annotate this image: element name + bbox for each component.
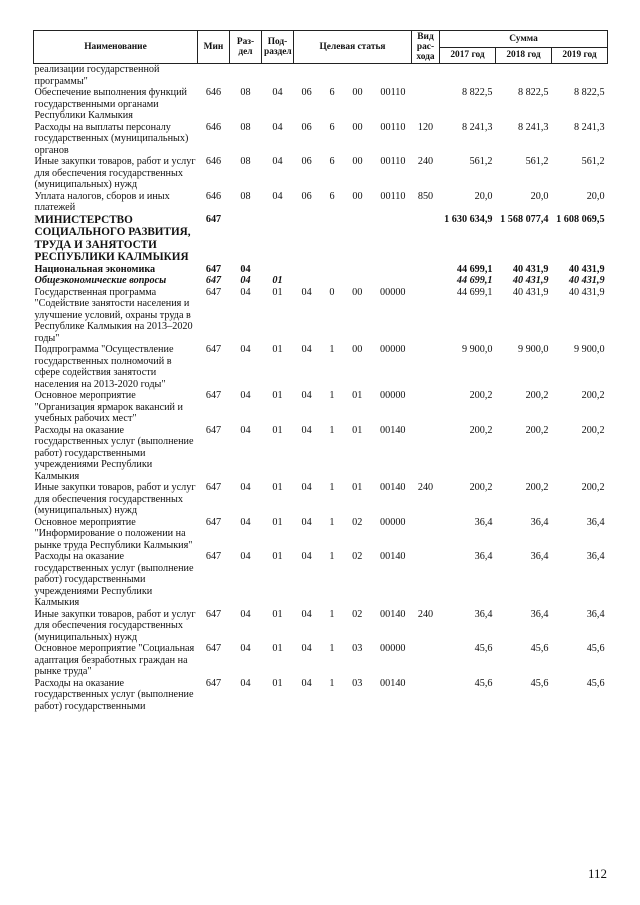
celevaya-statya-part: 01	[352, 390, 363, 401]
celevaya-statya-parts	[294, 191, 412, 203]
celevaya-statya-part: 00140	[380, 482, 406, 493]
celevaya-statya-part: 01	[352, 482, 363, 493]
table-header	[34, 31, 608, 64]
row-razdel	[230, 214, 262, 264]
row-name: Основное мероприятие "Организация ярмарок вакансий и учебных рабочих мест"	[34, 390, 183, 424]
header-celevaya-statya: Целевая статья	[294, 31, 412, 64]
row-vid-rashoda	[412, 425, 440, 483]
row-min: 647	[205, 482, 222, 493]
celevaya-statya-part: 04	[301, 390, 312, 401]
row-name: Основное мероприятие "Информирование о положении на рынке труда Республики Калмыкия"	[34, 516, 193, 551]
row-podrazdel: 01	[272, 390, 283, 401]
row-vid-rashoda	[412, 344, 440, 390]
row-name: Общеэкономические вопросы	[34, 275, 167, 286]
row-sum-2019: 561,2	[581, 156, 605, 167]
row-min: 647	[205, 275, 222, 286]
row-celevaya-statya	[294, 122, 412, 157]
celevaya-statya-part: 06	[301, 156, 312, 167]
row-min: 647	[205, 213, 222, 225]
header-name: Наименование	[34, 31, 198, 64]
row-vid-rashoda: 850	[417, 190, 434, 202]
row-razdel: 04	[240, 390, 251, 401]
row-min: 647	[205, 390, 222, 401]
row-min: 647	[205, 677, 222, 689]
row-min	[198, 64, 230, 88]
table-row	[34, 344, 608, 390]
celevaya-statya-parts	[294, 678, 412, 690]
celevaya-statya-part: 04	[301, 482, 312, 493]
row-podrazdel: 01	[272, 424, 283, 436]
celevaya-statya-part: 6	[329, 190, 335, 202]
row-name: Расходы на оказание государственных услуг (выполнение работ) государственными	[34, 677, 194, 712]
row-podrazdel: 01	[272, 608, 283, 620]
celevaya-statya-part: 6	[329, 87, 335, 98]
table-row	[34, 609, 608, 644]
row-sum-2018: 1 568 077,4	[500, 213, 549, 225]
row-sum-2019: 8 822,5	[573, 87, 605, 98]
celevaya-statya-part: 1	[329, 424, 335, 436]
celevaya-statya-part: 06	[301, 121, 312, 133]
row-sum-2018: 40 431,9	[512, 286, 549, 298]
row-podrazdel	[262, 64, 294, 88]
row-vid-rashoda	[412, 214, 440, 264]
row-podrazdel: 01	[272, 344, 283, 355]
row-razdel: 04	[240, 263, 251, 275]
celevaya-statya-part: 00000	[380, 643, 406, 654]
row-sum-2018: 40 431,9	[512, 263, 549, 275]
row-vid-rashoda	[412, 287, 440, 345]
row-sum-2017: 44 699,1	[456, 286, 493, 298]
celevaya-statya-part: 04	[301, 344, 312, 355]
celevaya-statya-part: 00000	[380, 286, 406, 298]
row-razdel: 08	[240, 190, 251, 202]
celevaya-statya-parts	[294, 122, 412, 134]
row-name: Национальная экономика	[34, 263, 156, 275]
row-razdel: 04	[240, 482, 251, 493]
row-name: Иные закупки товаров, работ и услуг для обеспечения государственных (муниципальных) нужд	[34, 482, 196, 516]
table-row	[34, 122, 608, 157]
table-row	[34, 643, 608, 678]
row-name: Основное мероприятие "Социальная адаптация безработных граждан на рынке труда"	[34, 643, 195, 677]
row-sum-2018: 9 900,0	[517, 344, 549, 355]
row-celevaya-statya	[294, 275, 412, 287]
row-sum-2017: 8 241,3	[461, 121, 493, 133]
row-vid-rashoda	[412, 551, 440, 609]
row-name: МИНИСТЕРСТВО СОЦИАЛЬНОГО РАЗВИТИЯ, ТРУДА И ЗАНЯТОСТИ РЕСПУБЛИКИ КАЛМЫКИЯ	[34, 213, 191, 263]
row-sum-2017: 45,6	[474, 677, 493, 689]
row-razdel	[230, 64, 262, 88]
header-min: Мин	[198, 31, 230, 64]
row-podrazdel	[262, 264, 294, 276]
celevaya-statya-part: 00110	[380, 190, 406, 202]
celevaya-statya-part: 00	[352, 344, 363, 355]
row-min: 646	[205, 121, 222, 133]
row-sum-2019	[552, 64, 608, 88]
table-row	[34, 517, 608, 552]
row-sum-2019: 45,6	[586, 677, 605, 689]
row-sum-2018: 36,4	[530, 608, 549, 620]
row-sum-2018: 45,6	[530, 643, 549, 654]
row-min: 647	[205, 551, 222, 562]
row-podrazdel: 01	[272, 286, 283, 298]
row-sum-2019: 36,4	[586, 551, 605, 562]
celevaya-statya-parts	[294, 643, 412, 655]
celevaya-statya-part: 1	[329, 608, 335, 620]
header-year-2019: 2019 год	[552, 47, 608, 64]
celevaya-statya-part: 00	[352, 87, 363, 98]
header-year-2017: 2017 год	[440, 47, 496, 64]
celevaya-statya-part: 06	[301, 87, 312, 98]
row-name: Расходы на оказание государственных услуг (выполнение работ) государственными учреждениями Республики Калмыкия	[34, 551, 194, 608]
celevaya-statya-part: 04	[301, 424, 312, 436]
celevaya-statya-part: 00110	[380, 156, 406, 167]
celevaya-statya-part: 00140	[380, 608, 406, 620]
row-sum-2018: 200,2	[525, 482, 549, 493]
row-sum-2017: 8 822,5	[461, 87, 493, 98]
row-sum-2017: 44 699,1	[456, 275, 493, 286]
row-sum-2019: 40 431,9	[568, 263, 605, 275]
table-row	[34, 678, 608, 713]
table-row	[34, 425, 608, 483]
row-podrazdel: 04	[272, 87, 283, 98]
row-celevaya-statya	[294, 517, 412, 552]
row-razdel: 04	[240, 344, 251, 355]
row-razdel: 08	[240, 87, 251, 98]
row-podrazdel: 04	[272, 156, 283, 167]
row-min: 647	[205, 608, 222, 620]
budget-table	[33, 30, 608, 712]
row-sum-2017: 45,6	[474, 643, 493, 654]
table-row	[34, 264, 608, 276]
row-sum-2019: 200,2	[581, 424, 605, 436]
row-celevaya-statya	[294, 191, 412, 214]
row-vid-rashoda	[412, 87, 440, 122]
header-razdel: Раз-дел	[230, 31, 262, 64]
row-sum-2019: 40 431,9	[568, 286, 605, 298]
row-razdel: 04	[240, 608, 251, 620]
row-min: 647	[205, 516, 222, 528]
celevaya-statya-part: 04	[301, 643, 312, 654]
header-podrazdel: Под-раздел	[262, 31, 294, 64]
row-sum-2017: 200,2	[469, 482, 493, 493]
row-celevaya-statya	[294, 214, 412, 264]
row-sum-2019: 40 431,9	[568, 275, 605, 286]
celevaya-statya-parts	[294, 390, 412, 402]
row-podrazdel	[262, 214, 294, 264]
celevaya-statya-part: 00110	[380, 87, 406, 98]
row-sum-2017: 36,4	[474, 551, 493, 562]
celevaya-statya-part: 1	[329, 677, 335, 689]
row-razdel: 08	[240, 121, 251, 133]
row-min: 647	[205, 344, 222, 355]
row-celevaya-statya	[294, 64, 412, 88]
row-sum-2017: 20,0	[474, 190, 493, 202]
row-sum-2018: 36,4	[530, 551, 549, 562]
celevaya-statya-part: 03	[352, 643, 363, 654]
row-sum-2018: 200,2	[525, 390, 549, 401]
celevaya-statya-part: 03	[352, 677, 363, 689]
row-sum-2019: 200,2	[581, 482, 605, 493]
row-sum-2017: 1 630 634,9	[444, 213, 493, 225]
row-celevaya-statya	[294, 643, 412, 678]
celevaya-statya-part: 00	[352, 286, 363, 298]
row-name: Обеспечение выполнения функций государственными органами Республики Калмыкия	[34, 87, 187, 121]
row-razdel: 04	[240, 424, 251, 436]
celevaya-statya-parts	[294, 551, 412, 563]
celevaya-statya-part: 04	[301, 286, 312, 298]
row-name: Иные закупки товаров, работ и услуг для обеспечения государственных (муниципальных) нужд	[34, 608, 196, 643]
row-celevaya-statya	[294, 344, 412, 390]
row-sum-2018: 40 431,9	[512, 275, 549, 286]
row-razdel: 04	[240, 551, 251, 562]
row-sum-2017: 200,2	[469, 424, 493, 436]
row-sum-2018: 8 822,5	[517, 87, 549, 98]
row-razdel: 04	[240, 275, 251, 286]
row-vid-rashoda: 240	[417, 482, 434, 493]
celevaya-statya-part: 00110	[380, 121, 406, 133]
row-celevaya-statya	[294, 678, 412, 713]
celevaya-statya-part: 02	[352, 516, 363, 528]
row-sum-2019: 36,4	[586, 516, 605, 528]
celevaya-statya-part: 00	[352, 156, 363, 167]
celevaya-statya-part: 00	[352, 121, 363, 133]
table-row	[34, 156, 608, 191]
row-min: 646	[205, 156, 222, 167]
row-sum-2018: 200,2	[525, 424, 549, 436]
row-celevaya-statya	[294, 156, 412, 191]
row-vid-rashoda: 240	[417, 608, 434, 620]
row-vid-rashoda	[412, 643, 440, 678]
celevaya-statya-part: 1	[329, 344, 335, 355]
row-celevaya-statya	[294, 264, 412, 276]
row-sum-2019: 9 900,0	[573, 344, 605, 355]
row-name: реализации государственной программы"	[34, 64, 160, 87]
row-name: Государственная программа "Содействие занятости населения и улучшение условий, охраны труда в Республике Калмыкия на 2013–2020 годы"	[34, 286, 193, 344]
celevaya-statya-part: 0	[329, 286, 335, 298]
row-name: Уплата налогов, сборов и иных платежей	[34, 190, 170, 213]
celevaya-statya-parts	[294, 87, 412, 99]
row-podrazdel: 01	[272, 482, 283, 493]
row-min: 647	[205, 424, 222, 436]
row-celevaya-statya	[294, 390, 412, 425]
row-podrazdel: 01	[272, 643, 283, 654]
row-podrazdel: 01	[272, 677, 283, 689]
row-vid-rashoda	[412, 390, 440, 425]
row-sum-2018: 20,0	[530, 190, 549, 202]
row-name: Расходы на выплаты персоналу государственных (муниципальных) органов	[34, 121, 189, 156]
table-body	[34, 64, 608, 713]
row-sum-2017: 561,2	[469, 156, 493, 167]
row-sum-2018: 36,4	[530, 516, 549, 528]
row-celevaya-statya	[294, 482, 412, 517]
table-row	[34, 287, 608, 345]
celevaya-statya-parts	[294, 609, 412, 621]
row-min: 647	[205, 263, 222, 275]
row-podrazdel: 04	[272, 121, 283, 133]
celevaya-statya-part: 01	[352, 424, 363, 436]
celevaya-statya-part: 02	[352, 551, 363, 562]
celevaya-statya-part: 04	[301, 608, 312, 620]
row-vid-rashoda	[412, 517, 440, 552]
row-min: 646	[205, 190, 222, 202]
row-min: 647	[205, 286, 222, 298]
row-vid-rashoda: 120	[417, 121, 434, 133]
row-razdel: 04	[240, 516, 251, 528]
row-vid-rashoda: 240	[417, 156, 434, 167]
row-name: Расходы на оказание государственных услуг (выполнение работ) государственными учреждениями Республики Калмыкия	[34, 424, 194, 482]
celevaya-statya-part: 1	[329, 551, 335, 562]
table-row	[34, 275, 608, 287]
row-razdel: 04	[240, 677, 251, 689]
celevaya-statya-part: 06	[301, 190, 312, 202]
row-celevaya-statya	[294, 551, 412, 609]
celevaya-statya-part: 00000	[380, 390, 406, 401]
celevaya-statya-part: 00140	[380, 677, 406, 689]
row-razdel: 08	[240, 156, 251, 167]
row-name: Подпрограмма "Осуществление государственных полномочий в сфере содействия занятости населения на 2013-2020 годы"	[34, 344, 174, 390]
table-row	[34, 551, 608, 609]
celevaya-statya-part: 1	[329, 643, 335, 654]
row-sum-2017: 44 699,1	[456, 263, 493, 275]
row-sum-2017: 200,2	[469, 390, 493, 401]
row-sum-2017: 36,4	[474, 516, 493, 528]
row-vid-rashoda	[412, 64, 440, 88]
row-sum-2017	[440, 64, 496, 88]
row-vid-rashoda	[412, 264, 440, 276]
row-sum-2018: 45,6	[530, 677, 549, 689]
row-razdel: 04	[240, 286, 251, 298]
table-row	[34, 390, 608, 425]
row-sum-2018	[496, 64, 552, 88]
row-min: 647	[205, 643, 222, 654]
row-celevaya-statya	[294, 425, 412, 483]
celevaya-statya-part: 02	[352, 608, 363, 620]
row-sum-2018: 561,2	[525, 156, 549, 167]
celevaya-statya-part: 00000	[380, 344, 406, 355]
celevaya-statya-parts	[294, 517, 412, 529]
table-row	[34, 64, 608, 88]
table-row	[34, 214, 608, 264]
row-sum-2019: 45,6	[586, 643, 605, 654]
celevaya-statya-part: 1	[329, 390, 335, 401]
table-row	[34, 482, 608, 517]
celevaya-statya-part: 1	[329, 482, 335, 493]
row-name: Иные закупки товаров, работ и услуг для обеспечения государственных (муниципальных) нужд	[34, 156, 196, 190]
celevaya-statya-parts	[294, 482, 412, 494]
row-celevaya-statya	[294, 609, 412, 644]
celevaya-statya-part: 00140	[380, 424, 406, 436]
celevaya-statya-part: 6	[329, 121, 335, 133]
table-row	[34, 87, 608, 122]
row-sum-2017: 36,4	[474, 608, 493, 620]
row-sum-2019: 200,2	[581, 390, 605, 401]
row-sum-2017: 9 900,0	[461, 344, 493, 355]
celevaya-statya-part: 00000	[380, 516, 406, 528]
row-podrazdel: 04	[272, 190, 283, 202]
row-podrazdel: 01	[272, 516, 283, 528]
celevaya-statya-part: 1	[329, 516, 335, 528]
row-sum-2019: 36,4	[586, 608, 605, 620]
celevaya-statya-parts	[294, 344, 412, 356]
row-vid-rashoda	[412, 678, 440, 713]
row-min: 646	[205, 87, 222, 98]
row-sum-2019: 20,0	[586, 190, 605, 202]
celevaya-statya-part: 00	[352, 190, 363, 202]
row-podrazdel: 01	[272, 275, 283, 286]
row-sum-2019: 8 241,3	[573, 121, 605, 133]
table-row	[34, 191, 608, 214]
row-podrazdel: 01	[272, 551, 283, 562]
row-sum-2018: 8 241,3	[517, 121, 549, 133]
header-vid-rashoda: Вид рас-хода	[412, 31, 440, 64]
celevaya-statya-parts	[294, 287, 412, 299]
page-number: 112	[588, 866, 608, 881]
celevaya-statya-part: 04	[301, 677, 312, 689]
row-sum-2019: 1 608 069,5	[556, 213, 605, 225]
row-vid-rashoda	[412, 275, 440, 287]
row-razdel: 04	[240, 643, 251, 654]
celevaya-statya-parts	[294, 156, 412, 168]
celevaya-statya-parts	[294, 425, 412, 437]
celevaya-statya-part: 04	[301, 551, 312, 562]
row-celevaya-statya	[294, 87, 412, 122]
celevaya-statya-part: 00140	[380, 551, 406, 562]
row-celevaya-statya	[294, 287, 412, 345]
celevaya-statya-part: 6	[329, 156, 335, 167]
header-summa: Сумма	[440, 31, 608, 48]
celevaya-statya-part: 04	[301, 516, 312, 528]
header-year-2018: 2018 год	[496, 47, 552, 64]
